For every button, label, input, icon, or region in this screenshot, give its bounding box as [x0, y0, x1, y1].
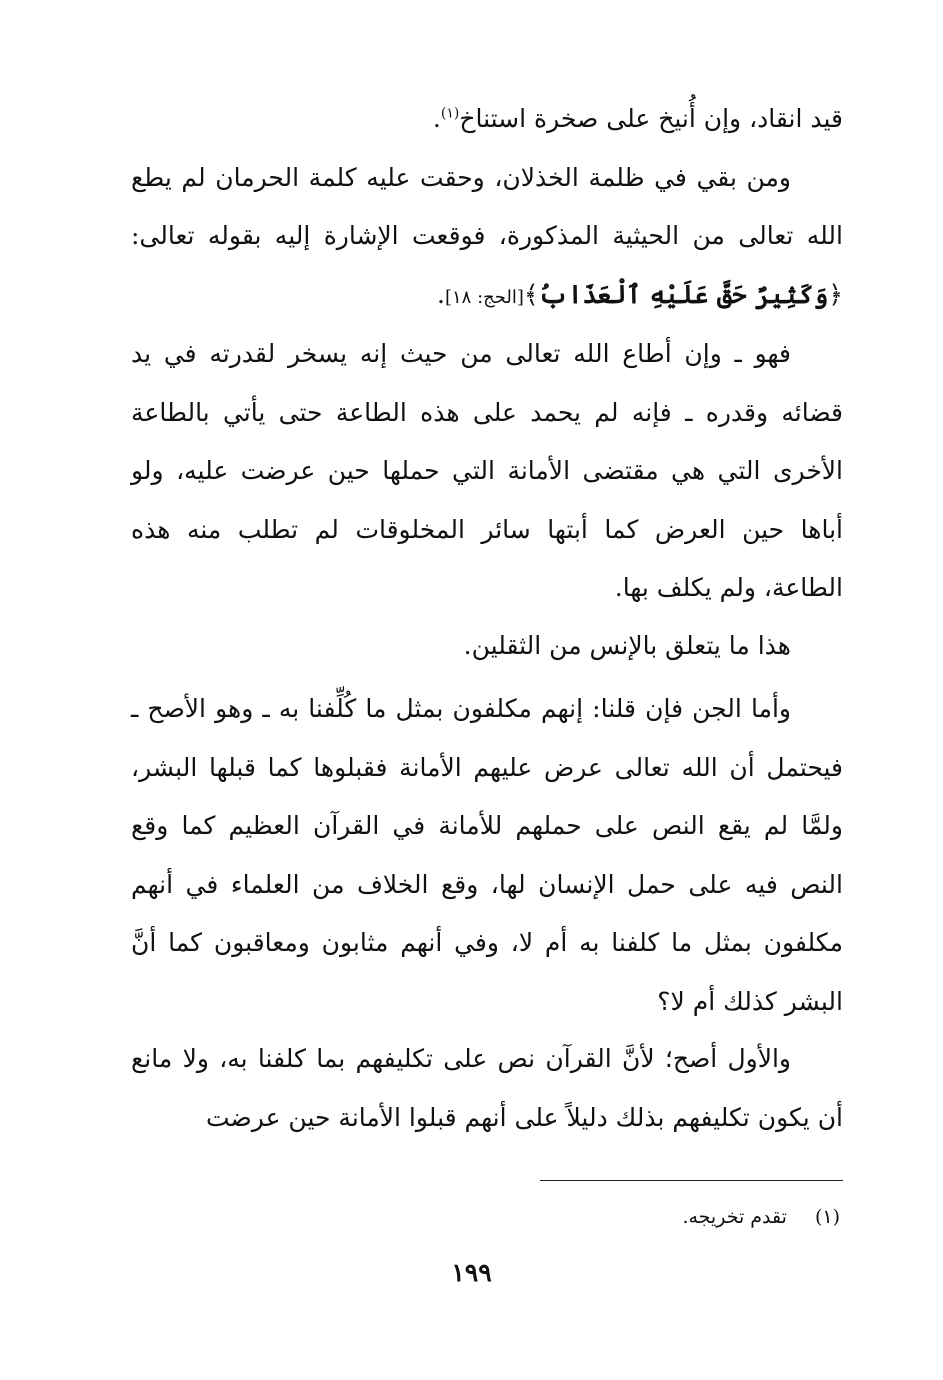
footnote-marker[interactable]: (١) [440, 105, 460, 122]
footnote-divider [540, 1180, 843, 1181]
main-text-3 [131, 617, 843, 676]
paragraph-1 [131, 90, 843, 149]
quran-reference: [الحج: ١٨] [444, 286, 524, 308]
paragraph-5: وأما الجن فإن قلنا: إنهم مكلفون بمثل ما كُلِّفنا به ـ وهو الأصح ـ فيحتمل أن الله تعالى عرض عليهم الأمانة فقبلوها كما قبلها البشر، ولمَّا لم يقع النص على حملهم للأمانة في القرآن العظيم كما وقع النص فيه على حمل الإنسان لها، وقع الخلاف من العلماء في أنهم مكلفون بمثل ما كلفنا به أم لا، وفي أنهم مثابون ومعاقبون كما أنَّ البشر كذلك أم لا؟ [131, 694, 843, 1016]
page-number: ١٩٩ [451, 1258, 492, 1287]
paragraph-1-end: . [432, 104, 441, 133]
main-text-5 [131, 1030, 843, 1147]
paragraph-2-text: ومن بقي في ظلمة الخذلان، وحقت عليه كلمة الحرمان لم يطع الله تعالى من الحيثية المذكورة، فوقعت الإشارة إليه بقوله تعالى: [131, 162, 843, 250]
footnote [682, 1197, 840, 1237]
paragraph-6: والأول أصح؛ لأنَّ القرآن نص على تكليفهم بما كلفنا به، ولا مانع أن يكون تكليفهم بذلك دليلاً على أنهم قبلوا الأمانة حين عرضت [131, 1044, 843, 1132]
paragraph-4: هذا ما يتعلق بالإنس من الثقلين. [463, 631, 791, 660]
paragraph-2-end: . [437, 279, 445, 309]
quran-verse: وَكَثِيرٌ حَقَّ عَلَيْهِ ٱلْعَذَابُ [538, 279, 829, 309]
main-text [131, 90, 843, 327]
main-text-2 [131, 325, 843, 618]
paragraph-1-text: قيد انقاد، وإن أُنيخ على صخرة استناخ [459, 104, 843, 133]
footnote-number: (١) [814, 1206, 840, 1228]
paragraph-2 [131, 149, 843, 328]
paragraph-3: فهو ـ وإن أطاع الله تعالى من حيث إنه يسخر لقدرته في يد قضائه وقدره ـ فإنه لم يحمد على هذه الطاعة حتى يأتي بالطاعة الأخرى التي هي مقتضى الأمانة التي حملها حين عرضت عليه، ولو أباها حين العرض كما أبتها سائر المخلوقات لم تطلب منه هذه الطاعة، ولم يكلف بها. [131, 339, 843, 602]
main-text-4 [131, 680, 843, 1031]
quran-bracket-open: ﴿ [828, 279, 843, 309]
footnote-text: تقدم تخريجه. [682, 1206, 787, 1228]
quran-bracket-close: ﴾ [523, 279, 539, 309]
